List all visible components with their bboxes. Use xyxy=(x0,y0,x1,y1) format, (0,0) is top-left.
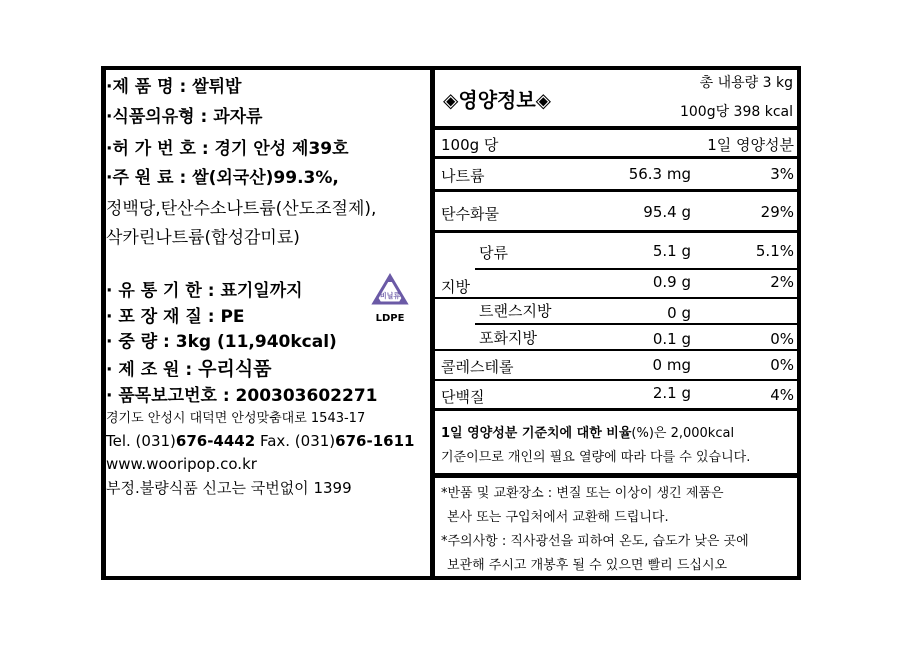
expiry: · 유 통 기 한 : 표기일까지 xyxy=(106,281,303,301)
divider xyxy=(435,349,797,351)
nutrition-title: ◈영양정보◈ xyxy=(443,88,552,112)
note-line-2: 기준이므로 개인의 필요 열량에 따라 다를 수 있습니다. xyxy=(441,450,751,465)
nutrient-name: 포화지방 xyxy=(479,329,537,347)
notice-line-3: *주의사항 : 직사광선을 피하여 온도, 습도가 낮은 곳에 xyxy=(441,534,749,549)
nutrient-name: 탄수화물 xyxy=(441,205,499,223)
nutrient-percent: 0% xyxy=(770,330,794,348)
notice-line-1: *반품 및 교환장소 : 변질 또는 이상이 생긴 제품은 xyxy=(441,486,724,501)
row-carbohydrate xyxy=(435,192,797,230)
nutrient-amount: 2.1 g xyxy=(652,384,691,402)
nutrition-panel xyxy=(435,70,797,576)
license-number: ·허 가 번 호 : 경기 안성 제39호 xyxy=(106,139,349,159)
nutrient-amount: 5.1 g xyxy=(652,242,691,260)
nutrient-percent: 4% xyxy=(770,386,794,404)
nutrition-title-box xyxy=(435,70,797,126)
header-daily-value: 1일 영양성분 xyxy=(707,136,794,154)
nutrient-name: 트랜스지방 xyxy=(479,302,552,320)
nutrient-percent: 2% xyxy=(770,273,794,291)
nutrient-percent: 3% xyxy=(770,165,794,183)
nutrient-percent: 5.1% xyxy=(755,242,794,260)
nutrient-name: 단백질 xyxy=(441,388,485,406)
address: 경기도 안성시 대덕면 안성맞춤대로 1543-17 xyxy=(106,411,366,426)
nutrient-amount: 0.9 g xyxy=(652,273,691,291)
energy-per-100g: 100g당 398 kcal xyxy=(679,104,793,120)
recycle-icon xyxy=(368,273,412,325)
recycle-material: LDPE xyxy=(375,313,405,324)
report-hotline: 부정.불량식품 신고는 국번없이 1399 xyxy=(106,479,352,497)
nutrient-name: 당류 xyxy=(479,244,508,262)
weight: · 중 량 : 3kg (11,940kcal) xyxy=(106,332,337,352)
tel-number: 676-4442 xyxy=(175,432,256,450)
note-rest: (%)은 2,000kcal xyxy=(631,426,735,441)
fat-sugar-group xyxy=(435,233,797,379)
nutrient-name: 나트륨 xyxy=(441,167,485,185)
nutrient-name: 지방 xyxy=(441,278,470,296)
recycle-category: 비닐류 xyxy=(379,292,401,300)
manufacturer-name: 우리식품 xyxy=(198,358,272,380)
ingredients-line-1: ·주 원 료 : 쌀(외국산)99.3%, xyxy=(106,168,339,188)
food-type: ·식품의유형 : 과자류 xyxy=(106,107,263,127)
note-line-1 xyxy=(441,422,734,441)
notice-box xyxy=(435,478,797,576)
product-name: ·제 품 명 : 쌀튀밥 xyxy=(106,77,242,97)
packaging: · 포 장 재 질 : PE xyxy=(106,307,245,327)
manufacturer-label: · 제 조 원 : xyxy=(106,360,199,380)
row-sodium xyxy=(435,159,797,189)
note-bold: 1일 영양성분 기준치에 대한 비율 xyxy=(441,426,632,441)
notice-line-4: 보관해 주시고 개봉후 될 수 있으면 빨리 드십시오 xyxy=(447,558,728,573)
nutrient-percent: 29% xyxy=(760,203,794,221)
contact xyxy=(106,432,414,450)
daily-value-note xyxy=(435,411,797,473)
fax-number: 676-1611 xyxy=(335,432,415,450)
divider xyxy=(435,297,797,299)
nutrient-amount: 0.1 g xyxy=(652,330,691,348)
row-protein xyxy=(435,381,797,408)
nutrient-amount: 0 g xyxy=(667,304,691,322)
header-per-100g: 100g 당 xyxy=(441,136,499,154)
report-number: · 품목보고번호 : 200303602271 xyxy=(106,386,378,406)
ingredients-line-3: 삭카린나트륨(합성감미료) xyxy=(106,228,300,248)
ingredients-line-2: 정백당,탄산수소나트륨(산도조절제), xyxy=(106,199,377,219)
nutrient-amount: 0 mg xyxy=(652,356,691,374)
divider xyxy=(475,268,797,270)
fax-label: Fax. (031) xyxy=(255,432,336,450)
tel-label: Tel. (031) xyxy=(106,432,176,450)
divider xyxy=(475,323,797,325)
website: www.wooripop.co.kr xyxy=(106,455,257,473)
nutrient-percent: 0% xyxy=(770,356,794,374)
nutrition-header-row xyxy=(435,130,797,156)
nutrient-amount: 56.3 mg xyxy=(628,165,691,183)
product-info-panel xyxy=(106,70,430,576)
notice-line-2: 본사 또는 구입처에서 교환해 드립니다. xyxy=(447,510,669,525)
nutrient-amount: 95.4 g xyxy=(643,203,691,221)
total-content: 총 내용량 3 kg xyxy=(699,75,793,91)
manufacturer xyxy=(106,354,272,381)
nutrient-name: 콜레스테롤 xyxy=(441,358,514,376)
